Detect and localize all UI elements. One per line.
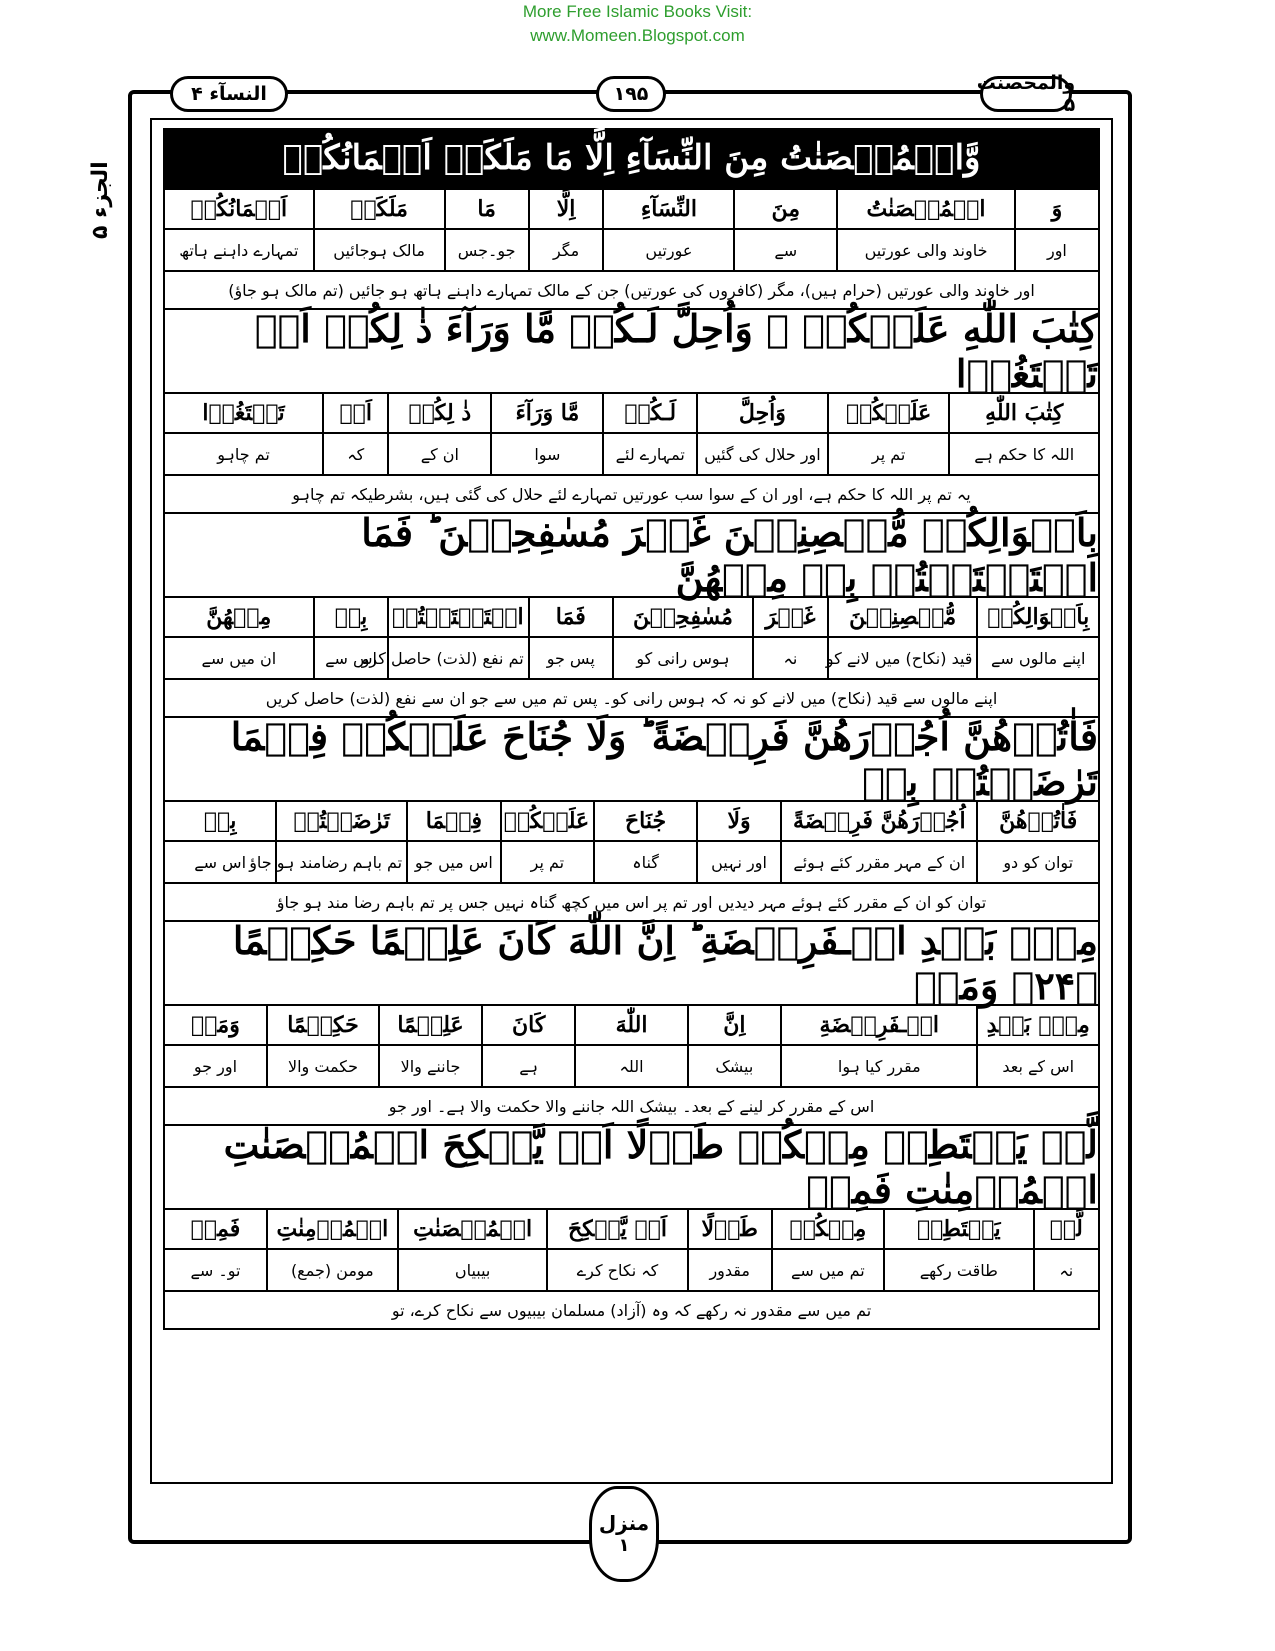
arabic-word: جُنَاحَ <box>594 801 697 841</box>
header-surah-name: النسآء ۴ <box>170 76 288 112</box>
urdu-meaning: حکمت والا <box>267 1045 379 1087</box>
side-juz-label: الجزء ۵ <box>88 161 113 239</box>
urdu-translation: توان کو ان کے مقرر کئے ہوئے مہر دیدیں اور تم پر اس میں کچھ گناہ نہیں جس پر تم باہم رضا مند ہو جاؤ <box>163 884 1100 922</box>
arabic-word: بِاَمۡوَالِكُمۡ <box>977 597 1099 637</box>
urdu-translation: یہ تم پر اللہ کا حکم ہے، اور ان کے سوا سب عورتیں تمہارے لئے حلال کی گئی ہیں، بشرطیکہ تم چاہو <box>163 476 1100 514</box>
urdu-meaning: اور حلال کی گئیں <box>697 433 828 475</box>
arabic-word: مِنۡهُنَّ <box>164 597 314 637</box>
verse-arabic: مِنۡۢ بَعۡدِ الۡـفَرِيۡضَةِ ؕ اِنَّ اللّٰهَ كَانَ عَلِيۡمًا حَكِيۡمًا ﴿۲۴﴾ وَمَنۡ <box>163 922 1100 1004</box>
urdu-meaning: جو۔جس <box>445 229 529 271</box>
arabic-word-row <box>164 1209 1099 1249</box>
urdu-meaning: مقرر کیا ہوا <box>781 1045 977 1087</box>
urdu-meaning: اللہ کا حکم ہے <box>949 433 1099 475</box>
content-grid <box>163 128 1100 1330</box>
arabic-word: اسۡتَمۡتَعۡتُمۡ <box>388 597 528 637</box>
urdu-meaning: پس جو <box>529 637 613 679</box>
urdu-meaning: اپنے مالوں سے <box>977 637 1099 679</box>
arabic-word: وَاُحِلَّ <box>697 393 828 433</box>
urdu-meaning-row <box>164 433 1099 475</box>
urdu-meaning: مالک ہوجائیں <box>314 229 445 271</box>
urdu-meaning: طاقت رکھے <box>884 1249 1034 1291</box>
urdu-meaning: خاوند والی عورتیں <box>837 229 1015 271</box>
word-table <box>163 800 1100 884</box>
arabic-word: وَ <box>1015 189 1099 229</box>
arabic-word: اَنۡ <box>323 393 388 433</box>
urdu-meaning: مقدور <box>688 1249 772 1291</box>
arabic-word: طَوۡلًا <box>688 1209 772 1249</box>
arabic-word: لَـكُمۡ <box>603 393 697 433</box>
urdu-meaning: نہ <box>1034 1249 1099 1291</box>
urdu-meaning: عورتیں <box>603 229 734 271</box>
arabic-word: مَا <box>445 189 529 229</box>
urdu-meaning-row <box>164 1249 1099 1291</box>
urdu-meaning: اور <box>1015 229 1099 271</box>
urdu-translation: اپنے مالوں سے قید (نکاح) میں لانے کو نہ کہ ہوس رانی کو۔ پس تم میں سے جو ان سے نفع (لذت) حاصل کریں <box>163 680 1100 718</box>
arabic-word: اللّٰهَ <box>575 1005 687 1045</box>
arabic-word: حَكِيۡمًا <box>267 1005 379 1045</box>
urdu-meaning: تم پر <box>501 841 595 883</box>
verse-arabic: فَاٰتُوۡهُنَّ اُجُوۡرَهُنَّ فَرِيۡضَةً ؕ وَلَا جُنَاحَ عَلَيۡكُمۡ فِيۡمَا تَرٰضَيۡتُمۡ بِهٖ <box>163 718 1100 800</box>
urdu-meaning: ان کے <box>388 433 491 475</box>
arabic-word: غَيۡرَ <box>753 597 828 637</box>
word-table <box>163 596 1100 680</box>
arabic-word: يَسۡتَطِعۡ <box>884 1209 1034 1249</box>
arabic-word: تَبۡتَغُوۡا <box>164 393 323 433</box>
arabic-word-row <box>164 801 1099 841</box>
urdu-meaning: ان میں سے <box>164 637 314 679</box>
urdu-meaning-row <box>164 841 1099 883</box>
urdu-translation: اس کے مقرر کر لینے کے بعد۔ بیشک اللہ جاننے والا حکمت والا ہے۔ اور جو <box>163 1088 1100 1126</box>
arabic-word: الۡـفَرِيۡضَةِ <box>781 1005 977 1045</box>
urdu-meaning: تم میں سے <box>772 1249 884 1291</box>
arabic-word: مُسٰفِحِيۡنَ <box>613 597 753 637</box>
verse-arabic: لَّمۡ يَسۡتَطِعۡ مِنۡكُمۡ طَوۡلًا اَنۡ يَّنۡكِحَ الۡمُحۡصَنٰتِ الۡمُؤۡمِنٰتِ فَمِنۡ <box>163 1126 1100 1208</box>
urdu-meaning: مومن (جمع) <box>267 1249 398 1291</box>
urdu-meaning: بیبیاں <box>398 1249 548 1291</box>
urdu-meaning: اس میں جو <box>407 841 501 883</box>
arabic-word: مِنَ <box>734 189 837 229</box>
arabic-word: فَمِنۡ <box>164 1209 267 1249</box>
arabic-word: وَلَا <box>697 801 781 841</box>
urdu-meaning: اس سے <box>314 637 389 679</box>
arabic-word: بِهٖ <box>164 801 276 841</box>
arabic-word: عَلَيۡكُمۡ <box>501 801 595 841</box>
arabic-word: الۡمُؤۡمِنٰتِ <box>267 1209 398 1249</box>
urdu-meaning: ہوس رانی کو <box>613 637 753 679</box>
urdu-meaning: ہے <box>482 1045 576 1087</box>
urdu-meaning: جاننے والا <box>379 1045 482 1087</box>
arabic-word-row <box>164 597 1099 637</box>
urdu-translation: اور خاوند والی عورتیں (حرام ہیں)، مگر (کافروں کی عورتیں) جن کے مالک تمہارے داہنے ہاتھ ہو جائیں (تم مالک ہو جاؤ) <box>163 272 1100 310</box>
arabic-word: مِنۡكُمۡ <box>772 1209 884 1249</box>
urdu-meaning: قید (نکاح) میں لانے کو <box>828 637 978 679</box>
arabic-word: فَمَا <box>529 597 613 637</box>
urdu-meaning: تمہارے داہنے ہاتھ <box>164 229 314 271</box>
site-notice-link[interactable]: www.Momeen.Blogspot.com <box>530 26 745 45</box>
urdu-meaning: تم پر <box>828 433 950 475</box>
urdu-meaning: نہ <box>753 637 828 679</box>
verse-arabic: كِتٰبَ اللّٰهِ عَلَيۡكُمۡ ۚ وَاُحِلَّ لَـكُمۡ مَّا وَرَآءَ ذٰ لِكُمۡ اَنۡ تَبۡتَغُوۡا <box>163 310 1100 392</box>
urdu-meaning: اور جو <box>164 1045 267 1087</box>
manzil-label: منزل <box>598 1511 650 1536</box>
verse-arabic-banner: وَّالۡمُحۡصَنٰتُ مِنَ النِّسَآءِ اِلَّا مَا مَلَكَتۡ اَيۡمَانُكُمۡ <box>163 128 1100 188</box>
arabic-word: بِهٖ <box>314 597 389 637</box>
arabic-word: مِنۡۢ بَعۡدِ <box>977 1005 1099 1045</box>
urdu-translation: تم میں سے مقدور نہ رکھے کہ وہ (آزاد) مسلمان بیبیوں سے نکاح کرے، تو <box>163 1292 1100 1330</box>
arabic-word: الۡمُحۡصَنٰتُ <box>837 189 1015 229</box>
word-table <box>163 188 1100 272</box>
urdu-meaning: تم باہم رضامند ہو جاؤ <box>276 841 407 883</box>
arabic-word: اُجُوۡرَهُنَّ فَرِيۡضَةً <box>781 801 977 841</box>
arabic-word: الۡمُحۡصَنٰتِ <box>398 1209 548 1249</box>
urdu-meaning: سے <box>734 229 837 271</box>
urdu-meaning: بیشک <box>688 1045 782 1087</box>
arabic-word: مَّا وَرَآءَ <box>491 393 603 433</box>
urdu-meaning: سوا <box>491 433 603 475</box>
arabic-word-row <box>164 1005 1099 1045</box>
urdu-meaning: گناہ <box>594 841 697 883</box>
arabic-word-row <box>164 393 1099 433</box>
urdu-meaning: اس کے بعد <box>977 1045 1099 1087</box>
manzil-medallion <box>589 1486 659 1582</box>
urdu-meaning-row <box>164 637 1099 679</box>
site-notice-line1: More Free Islamic Books Visit: <box>522 2 753 21</box>
urdu-meaning-row <box>164 229 1099 271</box>
urdu-meaning: اللہ <box>575 1045 687 1087</box>
arabic-word: عَلِيۡمًا <box>379 1005 482 1045</box>
urdu-meaning: اس سے <box>164 841 276 883</box>
urdu-meaning: اور نہیں <box>697 841 781 883</box>
urdu-meaning: توان کو دو <box>977 841 1099 883</box>
urdu-meaning-row <box>164 1045 1099 1087</box>
arabic-word: كَانَ <box>482 1005 576 1045</box>
urdu-meaning: ان کے مہر مقرر کئے ہوئے <box>781 841 977 883</box>
arabic-word: مَلَكَتۡ <box>314 189 445 229</box>
arabic-word: النِّسَآءِ <box>603 189 734 229</box>
arabic-word: اِلَّا <box>529 189 604 229</box>
arabic-word: ذٰ لِكُمۡ <box>388 393 491 433</box>
urdu-meaning: مگر <box>529 229 604 271</box>
arabic-word: اَنۡ يَّنۡكِحَ <box>547 1209 687 1249</box>
arabic-word: تَرٰضَيۡتُمۡ <box>276 801 407 841</box>
arabic-word: كِتٰبَ اللّٰهِ <box>949 393 1099 433</box>
urdu-meaning: تو۔ سے <box>164 1249 267 1291</box>
arabic-word: عَلَيۡكُمۡ <box>828 393 950 433</box>
word-table <box>163 1208 1100 1292</box>
urdu-meaning: تم چاہو <box>164 433 323 475</box>
word-table <box>163 392 1100 476</box>
arabic-word: فِيۡمَا <box>407 801 501 841</box>
urdu-meaning: تمہارے لئے <box>603 433 697 475</box>
word-table <box>163 1004 1100 1088</box>
header-para-name: والمحصنت ۵ <box>976 72 1076 116</box>
arabic-word: مُّحۡصِنِيۡنَ <box>828 597 978 637</box>
arabic-word-row <box>164 189 1099 229</box>
arabic-word: فَاٰتُوۡهُنَّ <box>977 801 1099 841</box>
urdu-meaning: تم نفع (لذت) حاصل کرو <box>388 637 528 679</box>
manzil-number: ۱ <box>618 1535 630 1557</box>
header-page-number: ۱۹۵ <box>596 76 666 112</box>
urdu-meaning: کہ <box>323 433 388 475</box>
arabic-word: اِنَّ <box>688 1005 782 1045</box>
arabic-word: اَيۡمَانُكُمۡ <box>164 189 314 229</box>
arabic-word: لَّمۡ <box>1034 1209 1099 1249</box>
verse-arabic: بِاَمۡوَالِكُمۡ مُّحۡصِنِيۡنَ غَيۡرَ مُسٰفِحِيۡنَ ؕ فَمَا اسۡتَمۡتَعۡتُمۡ بِهٖ مِنۡهُنَّ <box>163 514 1100 596</box>
arabic-word: وَمَنۡ <box>164 1005 267 1045</box>
urdu-meaning: کہ نکاح کرے <box>547 1249 687 1291</box>
